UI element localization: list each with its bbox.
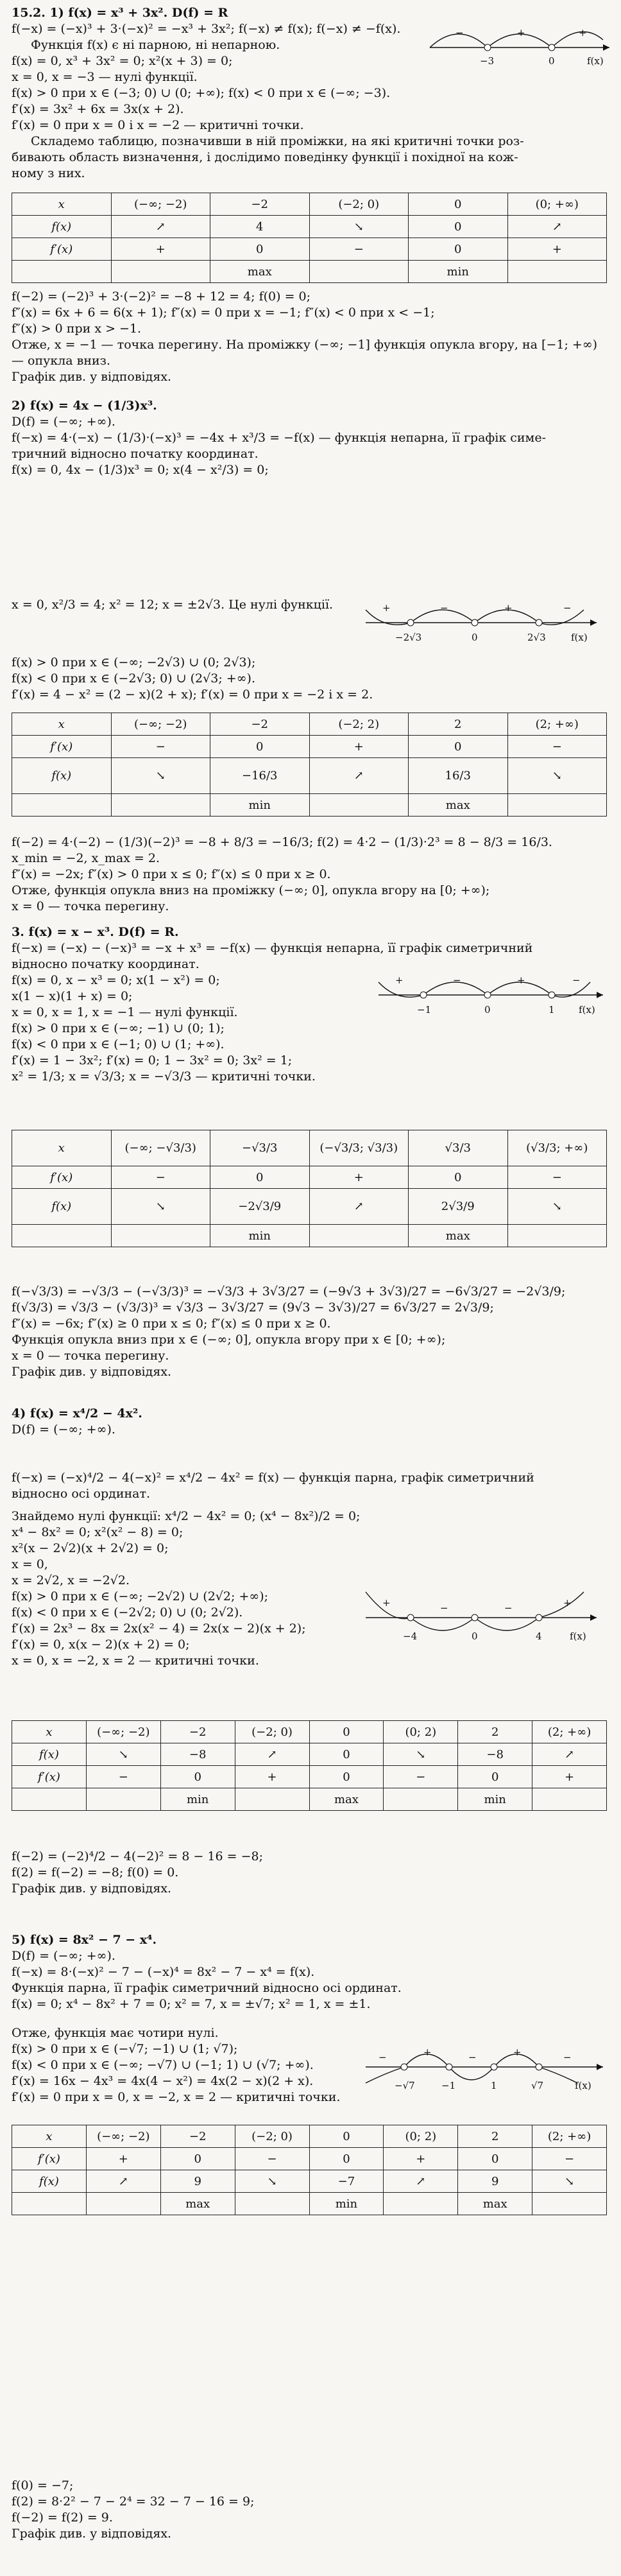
table-cell: − — [532, 2148, 607, 2170]
table-cell: 16/3 — [409, 758, 508, 794]
table-cell: −16/3 — [210, 758, 310, 794]
text-line: Отже, функція опукла вниз на проміжку (−∞; 0], опукла вгору на [0; +∞); — [12, 883, 490, 897]
part-5-table-wrap — [0, 2125, 621, 2215]
table-cell: ↘ — [507, 758, 607, 794]
table-cell: 9 — [458, 2170, 532, 2193]
sign-mark: + — [513, 2046, 522, 2058]
text-line: f(2) = f(−2) = −8; f(0) = 0. — [12, 1865, 179, 1880]
part-3-after — [0, 1284, 621, 1380]
table-cell: ↘ — [532, 2170, 607, 2193]
table-cell: (2; +∞) — [532, 2125, 607, 2148]
table-cell: + — [111, 238, 210, 261]
table-cell: x — [12, 2125, 87, 2148]
table-cell: min — [409, 261, 508, 283]
text-line: f(−x) = (−x) − (−x)³ = −x + x³ = −f(x) — функція непарна, її графік симетричний — [12, 941, 533, 955]
subproblem-heading: 5) f(x) = 8x² − 7 − x⁴. — [12, 1933, 157, 1947]
point-label: 0 — [549, 55, 555, 67]
subproblem-heading: 3. f(x) = x − x³. D(f) = R. — [12, 925, 179, 939]
table-cell — [12, 794, 112, 817]
text-line: Графік див. у відповідях. — [12, 1365, 172, 1379]
table-cell: 0 — [210, 238, 310, 261]
sign-mark: + — [423, 2046, 432, 2058]
text-line: f′(x) = 0 при x = 0 і x = −2 — критичні точки. — [12, 118, 304, 132]
table-cell: ↘ — [384, 1743, 458, 1766]
table-cell: ↗ — [532, 1743, 607, 1766]
table-cell: (−∞; −√3/3) — [111, 1130, 210, 1166]
sign-mark: − — [563, 602, 572, 614]
text-line: f″(x) > 0 при x > −1. — [12, 322, 142, 336]
text-line: f′(x) = 2x³ − 8x = 2x(x² − 4) = 2x(x − 2)(x + 2); — [12, 1621, 306, 1636]
part-4-after — [0, 1842, 621, 1897]
table-cell: min — [210, 1225, 310, 1247]
text-line: f(−x) = (−x)⁴/2 − 4(−x)² = x⁴/2 − 4x² = f(x) — функція парна, графік симетричний — [12, 1471, 534, 1485]
sign-mark: + — [504, 602, 513, 614]
table-cell: 0 — [160, 1766, 235, 1788]
table-cell: 0 — [409, 1166, 508, 1189]
axis-label: f(x) — [587, 55, 604, 67]
text-line: відносно початку координат. — [12, 957, 200, 971]
part-5-after — [0, 2478, 621, 2542]
text-line: x⁴ − 8x² = 0; x²(x² − 8) = 0; — [12, 1525, 183, 1539]
axis-label: f(x) — [571, 632, 588, 643]
table-cell — [309, 1225, 409, 1247]
table-cell: (2; +∞) — [532, 1721, 607, 1743]
text-line: x² = 1/3; x = √3/3; x = −√3/3 — критичні точки. — [12, 1069, 316, 1084]
text-line: f(x) > 0 при x ∈ (−∞; −2√2) ∪ (2√2; +∞); — [12, 1589, 269, 1604]
table-cell: f(x) — [12, 216, 112, 238]
text-line: f(x) < 0 при x ∈ (−1; 0) ∪ (1; +∞). — [12, 1037, 225, 1051]
table-cell: ↘ — [507, 1189, 607, 1225]
text-line: відносно осі ординат. — [12, 1487, 151, 1501]
text-line: x = 0, x = −2, x = 2 — критичні точки. — [12, 1654, 259, 1668]
sign-mark: − — [572, 974, 581, 986]
point-label: −1 — [417, 1004, 432, 1016]
sign-mark: − — [379, 2052, 387, 2063]
text-line: f(x) = 0; x⁴ − 8x² + 7 = 0; x² = 7, x = ±√7; x² = 1, x = ±1. — [12, 1997, 371, 2011]
table-cell: f′(x) — [12, 238, 112, 261]
table-cell: ↗ — [111, 216, 210, 238]
point-label: 0 — [484, 1004, 491, 1016]
part-1-after — [0, 289, 621, 385]
part-2-table — [12, 713, 607, 817]
table-cell: (√3/3; +∞) — [507, 1130, 607, 1166]
text-line: f(x) = 0, x³ + 3x² = 0; x²(x + 3) = 0; — [12, 54, 233, 68]
sign-mark: + — [517, 974, 525, 986]
table-cell: ↗ — [309, 758, 409, 794]
text-line: x = 2√2, x = −2√2. — [12, 1573, 130, 1587]
part-2-signs — [0, 655, 621, 703]
table-cell — [532, 1788, 607, 1811]
table-cell: 4 — [210, 216, 310, 238]
part-2-after — [0, 834, 621, 915]
table-cell: −2 — [210, 713, 310, 736]
table-cell: − — [309, 238, 409, 261]
table-cell: 2 — [458, 1721, 532, 1743]
text-line: f(−x) = 4·(−x) − (1/3)·(−x)³ = −4x + x³/3 = −f(x) — функція непарна, її графік симе- — [12, 431, 547, 445]
text-line: f(x) < 0 при x ∈ (−2√2; 0) ∪ (0; 2√2). — [12, 1605, 243, 1620]
table-cell — [507, 794, 607, 817]
part-5-table — [12, 2125, 607, 2215]
table-cell: min — [458, 1788, 532, 1811]
table-cell: f′(x) — [12, 2148, 87, 2170]
table-cell: −8 — [458, 1743, 532, 1766]
table-cell — [12, 2193, 87, 2215]
point-label: −1 — [441, 2080, 456, 2091]
table-cell: ↘ — [111, 1189, 210, 1225]
sign-mark: − — [468, 2052, 477, 2063]
table-cell: √3/3 — [409, 1130, 508, 1166]
text-line: x = 0, — [12, 1557, 48, 1571]
table-cell: − — [384, 1766, 458, 1788]
sign-mark: − — [453, 974, 461, 986]
text-line: f(x) = 0, 4x − (1/3)x³ = 0; x(4 − x²/3) = 0; — [12, 463, 269, 477]
text-line: f(2) = 8·2² − 7 − 2⁴ = 32 − 7 − 16 = 9; — [12, 2494, 255, 2509]
table-cell: 9 — [160, 2170, 235, 2193]
table-cell: −√3/3 — [210, 1130, 310, 1166]
table-cell: (−2; 2) — [309, 713, 409, 736]
table-cell: −2√3/9 — [210, 1189, 310, 1225]
table-cell: f(x) — [12, 1189, 112, 1225]
subproblem-heading: 2) f(x) = 4x − (1/3)x³. — [12, 399, 157, 413]
table-cell — [12, 1788, 87, 1811]
sign-diagram-5 — [359, 2035, 609, 2093]
text-line: D(f) = (−∞; +∞). — [12, 1422, 115, 1437]
table-cell: max — [309, 1788, 384, 1811]
sign-diagram-4 — [359, 1586, 603, 1643]
text-line: f(−x) = (−x)³ + 3·(−x)² = −x³ + 3x²; f(−x) ≠ f(x); f(−x) ≠ −f(x). — [12, 22, 401, 36]
point-label: −3 — [480, 55, 495, 67]
text-line: f′(x) = 0 при x = 0, x = −2, x = 2 — критичні точки. — [12, 2090, 341, 2104]
table-cell: −2 — [160, 1721, 235, 1743]
sign-diagram-svg — [359, 2035, 609, 2093]
table-cell — [235, 2193, 309, 2215]
table-cell: −2 — [210, 193, 310, 216]
table-cell: + — [86, 2148, 160, 2170]
text-line: f″(x) = 6x + 6 = 6(x + 1); f″(x) = 0 при x = −1; f″(x) < 0 при x < −1; — [12, 306, 435, 320]
text-line: f(0) = −7; — [12, 2478, 74, 2493]
table-cell: 0 — [409, 736, 508, 758]
text-line: x = 0, x = −3 — нулі функції. — [12, 70, 198, 84]
table-cell: ↘ — [86, 1743, 160, 1766]
table-cell: (−∞; −2) — [86, 1721, 160, 1743]
sign-mark: − — [440, 602, 448, 614]
text-line: x = 0, x²/3 = 4; x² = 12; x = ±2√3. Це нулі функції. — [12, 598, 334, 612]
sign-mark: − — [504, 1602, 513, 1614]
sign-diagram-svg — [359, 591, 603, 648]
sign-mark: + — [382, 602, 391, 614]
table-cell: − — [86, 1766, 160, 1788]
table-cell: ↘ — [309, 216, 409, 238]
table-cell — [384, 2193, 458, 2215]
table-cell — [12, 1225, 112, 1247]
table-cell: 0 — [458, 2148, 532, 2170]
axis-label: f(x) — [575, 2080, 591, 2091]
text-line: f(√3/3) = √3/3 − (√3/3)³ = √3/3 − 3√3/27 = (9√3 − 3√3)/27 = 6√3/27 = 2√3/9; — [12, 1301, 494, 1315]
part-4-intro — [0, 1406, 621, 1438]
text-line: f(x) = 0, x − x³ = 0; x(1 − x²) = 0; — [12, 973, 220, 987]
sign-diagram-svg — [359, 1586, 603, 1643]
sign-mark: + — [563, 1597, 572, 1609]
text-line: f′(x) = 4 − x² = (2 − x)(2 + x); f′(x) = 0 при x = −2 і x = 2. — [12, 687, 373, 702]
part-2-table-wrap — [0, 713, 621, 817]
text-line: f″(x) = −2x; f″(x) > 0 при x ≤ 0; f″(x) ≤ 0 при x ≥ 0. — [12, 867, 331, 881]
axis-label: f(x) — [570, 1630, 586, 1642]
point-label: 0 — [472, 1630, 478, 1642]
table-cell: 0 — [210, 736, 310, 758]
sign-mark: − — [440, 1602, 448, 1614]
table-cell: x — [12, 193, 112, 216]
text-line: f′(x) = 16x − 4x³ = 4x(4 − x²) = 4x(2 − x)(2 + x). — [12, 2074, 314, 2088]
part-3-table-wrap — [0, 1130, 621, 1247]
text-line: Отже, функція має чотири нулі. — [12, 2026, 219, 2040]
part-1-table — [12, 193, 607, 283]
table-cell: 0 — [309, 1743, 384, 1766]
table-cell: (−2; 0) — [235, 1721, 309, 1743]
table-cell — [309, 261, 409, 283]
table-cell: (−∞; −2) — [111, 713, 210, 736]
part-4-table — [12, 1720, 607, 1811]
table-cell — [507, 1225, 607, 1247]
sign-diagram-3 — [372, 963, 609, 1021]
table-cell: − — [507, 736, 607, 758]
table-cell: (−∞; −2) — [111, 193, 210, 216]
text-line: Графік див. у відповідях. — [12, 370, 172, 384]
table-cell: 0 — [309, 1721, 384, 1743]
table-cell: f(x) — [12, 1743, 87, 1766]
sign-diagram-1 — [423, 14, 616, 72]
table-cell: 0 — [210, 1166, 310, 1189]
table-cell — [111, 794, 210, 817]
text-line: f(−2) = (−2)⁴/2 − 4(−2)² = 8 − 16 = −8; — [12, 1849, 264, 1863]
table-cell: ↗ — [309, 1189, 409, 1225]
table-cell — [235, 1788, 309, 1811]
text-line: Графік див. у відповідях. — [12, 1881, 172, 1896]
text-line: D(f) = (−∞; +∞). — [12, 1949, 115, 1963]
table-cell: 0 — [160, 2148, 235, 2170]
table-cell — [384, 1788, 458, 1811]
table-cell: x — [12, 1721, 87, 1743]
text-line: x_min = −2, x_max = 2. — [12, 851, 160, 865]
text-line: f′(x) = 3x² + 6x = 3x(x + 2). — [12, 102, 184, 116]
table-cell: 0 — [409, 216, 508, 238]
table-cell: max — [160, 2193, 235, 2215]
text-line: ному з них. — [12, 166, 85, 180]
point-label: −2√3 — [395, 632, 422, 643]
text-line: Функція f(x) є ні парною, ні непарною. — [31, 38, 280, 52]
table-cell: + — [235, 1766, 309, 1788]
point-label: 1 — [549, 1004, 555, 1016]
table-cell: −7 — [309, 2170, 384, 2193]
subproblem-heading: 4) f(x) = x⁴/2 − 4x². — [12, 1406, 142, 1421]
table-cell: 2√3/9 — [409, 1189, 508, 1225]
table-cell: (2; +∞) — [507, 713, 607, 736]
table-cell: 0 — [309, 2125, 384, 2148]
table-cell: −8 — [160, 1743, 235, 1766]
table-cell: f′(x) — [12, 1166, 112, 1189]
table-cell — [111, 261, 210, 283]
table-cell: f′(x) — [12, 1766, 87, 1788]
table-cell: ↗ — [384, 2170, 458, 2193]
text-line: f′(x) = 0, x(x − 2)(x + 2) = 0; — [12, 1638, 190, 1652]
text-line: Графік див. у відповідях. — [12, 2527, 172, 2541]
text-line: Отже, x = −1 — точка перегину. На проміжку (−∞; −1] функція опукла вгору, на [−1; +∞) — опукла вниз. — [12, 338, 598, 368]
point-label: −√7 — [395, 2080, 415, 2091]
table-cell: (−2; 0) — [309, 193, 409, 216]
table-cell: min — [160, 1788, 235, 1811]
table-cell: max — [210, 261, 310, 283]
sign-mark: + — [382, 1597, 391, 1609]
table-cell: 0 — [309, 2148, 384, 2170]
table-cell: 0 — [409, 193, 508, 216]
text-line: f(−x) = 8·(−x)² − 7 − (−x)⁴ = 8x² − 7 − x⁴ = f(x). — [12, 1965, 315, 1979]
table-cell — [532, 2193, 607, 2215]
sign-mark: + — [517, 27, 525, 39]
text-line: Складемо таблицю, позначивши в ній проміжки, на які критичні точки роз- — [31, 134, 524, 148]
table-cell: + — [309, 736, 409, 758]
text-line: f′(x) = 1 − 3x²; f′(x) = 0; 1 − 3x² = 0; 3x² = 1; — [12, 1053, 293, 1068]
table-cell: max — [458, 2193, 532, 2215]
text-line: x = 0 — точка перегину. — [12, 1349, 169, 1363]
table-cell — [86, 1788, 160, 1811]
problem-heading: 15.2. 1) f(x) = x³ + 3x². D(f) = R — [12, 6, 228, 20]
table-cell: x — [12, 1130, 112, 1166]
text-line: f″(x) = −6x; f″(x) ≥ 0 при x ≤ 0; f″(x) ≤ 0 при x ≥ 0. — [12, 1317, 331, 1331]
axis-label: f(x) — [579, 1004, 595, 1016]
table-cell — [86, 2193, 160, 2215]
sign-mark: + — [395, 974, 404, 986]
table-cell: f(x) — [12, 2170, 87, 2193]
text-line: f(x) > 0 при x ∈ (−∞; −1) ∪ (0; 1); — [12, 1021, 225, 1035]
table-cell: − — [111, 1166, 210, 1189]
table-cell: min — [309, 2193, 384, 2215]
point-label: 2√3 — [527, 632, 546, 643]
text-line: Функція опукла вниз при x ∈ (−∞; 0], опукла вгору при x ∈ [0; +∞); — [12, 1333, 446, 1347]
table-cell: 0 — [309, 1766, 384, 1788]
table-cell — [309, 794, 409, 817]
text-line: f(x) < 0 при x ∈ (−2√3; 0) ∪ (2√3; +∞). — [12, 671, 255, 686]
point-label: 1 — [491, 2080, 497, 2091]
point-label: 0 — [472, 632, 478, 643]
table-cell: (0; 2) — [384, 1721, 458, 1743]
text-line: f(x) > 0 при x ∈ (−3; 0) ∪ (0; +∞); f(x) < 0 при x ∈ (−∞; −3). — [12, 86, 391, 100]
table-cell: (−√3/3; √3/3) — [309, 1130, 409, 1166]
text-line: f(−√3/3) = −√3/3 − (−√3/3)³ = −√3/3 + 3√3/27 = (−9√3 + 3√3)/27 = −6√3/27 = −2√3/9; — [12, 1284, 566, 1299]
table-cell: (0; +∞) — [507, 193, 607, 216]
text-line: f(−2) = f(2) = 9. — [12, 2511, 113, 2525]
table-cell — [111, 1225, 210, 1247]
text-line: x = 0, x = 1, x = −1 — нулі функції. — [12, 1005, 238, 1019]
text-line: Знайдемо нулі функції: x⁴/2 − 4x² = 0; (x⁴ − 8x²)/2 = 0; — [12, 1509, 361, 1523]
table-cell: −2 — [160, 2125, 235, 2148]
text-line: бивають область визначення, і дослідимо поведінку функції і похідної на кож- — [12, 150, 518, 164]
point-label: −4 — [403, 1630, 418, 1642]
sign-diagram-svg — [372, 963, 609, 1021]
part-1-table-wrap — [0, 193, 621, 283]
table-cell: ↘ — [235, 2170, 309, 2193]
text-line: x = 0 — точка перегину. — [12, 899, 169, 913]
table-cell — [12, 261, 112, 283]
table-cell: ↗ — [86, 2170, 160, 2193]
sign-mark: + — [579, 27, 587, 39]
table-cell: min — [210, 794, 310, 817]
table-cell: (−2; 0) — [235, 2125, 309, 2148]
sign-diagram-2 — [359, 591, 603, 648]
part-4-table-wrap — [0, 1720, 621, 1811]
sign-mark: − — [455, 27, 464, 39]
table-cell: max — [409, 1225, 508, 1247]
sign-mark: − — [563, 2052, 572, 2063]
table-cell: + — [532, 1766, 607, 1788]
table-cell: x — [12, 713, 112, 736]
part-2-intro — [0, 398, 621, 478]
text-line: Функція парна, її графік симетричний відносно осі ординат. — [12, 1981, 402, 1995]
table-cell: − — [111, 736, 210, 758]
table-cell: + — [507, 238, 607, 261]
table-cell: ↗ — [235, 1743, 309, 1766]
text-line: f(x) > 0 при x ∈ (−∞; −2√3) ∪ (0; 2√3); — [12, 655, 256, 670]
table-cell: ↘ — [111, 758, 210, 794]
table-cell: (0; 2) — [384, 2125, 458, 2148]
table-cell: − — [235, 2148, 309, 2170]
table-cell: 0 — [409, 238, 508, 261]
table-cell: (−∞; −2) — [86, 2125, 160, 2148]
text-line: f(x) < 0 при x ∈ (−∞; −√7) ∪ (−1; 1) ∪ (√7; +∞). — [12, 2058, 314, 2072]
text-line: D(f) = (−∞; +∞). — [12, 415, 115, 429]
sign-diagram-svg — [423, 14, 616, 72]
table-cell: ↗ — [507, 216, 607, 238]
text-line: тричний відносно початку координат. — [12, 447, 259, 461]
part-3-table — [12, 1130, 607, 1247]
text-line: f(−2) = (−2)³ + 3·(−2)² = −8 + 12 = 4; f(0) = 0; — [12, 290, 311, 304]
table-cell: + — [309, 1166, 409, 1189]
text-line: x²(x − 2√2)(x + 2√2) = 0; — [12, 1541, 169, 1555]
point-label: √7 — [531, 2080, 544, 2091]
table-cell: + — [384, 2148, 458, 2170]
table-cell: 2 — [409, 713, 508, 736]
text-line: f(−2) = 4·(−2) − (1/3)(−2)³ = −8 + 8/3 = −16/3; f(2) = 4·2 − (1/3)·2³ = 8 − 8/3 = 16/3. — [12, 835, 552, 849]
table-cell — [507, 261, 607, 283]
point-label: 4 — [536, 1630, 542, 1642]
table-cell: 2 — [458, 2125, 532, 2148]
table-cell: f′(x) — [12, 736, 112, 758]
text-line: f(x) > 0 при x ∈ (−√7; −1) ∪ (1; √7); — [12, 2042, 238, 2056]
text-line: x(1 − x)(1 + x) = 0; — [12, 989, 133, 1003]
table-cell: 0 — [458, 1766, 532, 1788]
table-cell: max — [409, 794, 508, 817]
table-cell: − — [507, 1166, 607, 1189]
table-cell: f(x) — [12, 758, 112, 794]
